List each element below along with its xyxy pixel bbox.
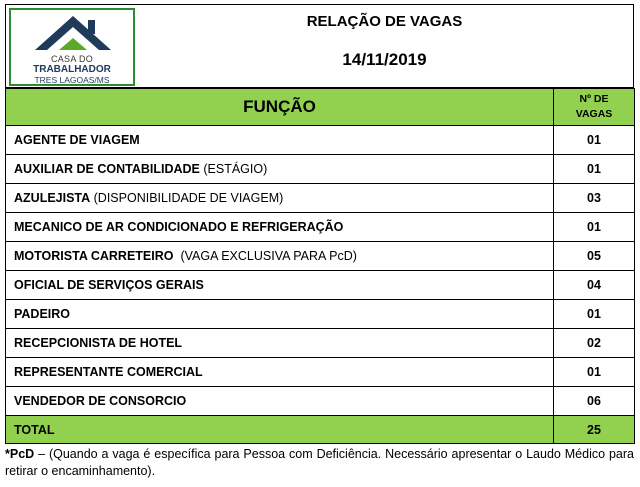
table-row <box>6 271 635 300</box>
job-function-name: OFICIAL DE SERVIÇOS GERAIS <box>14 278 204 292</box>
vacancy-count: 03 <box>554 184 635 213</box>
job-function-name: MOTORISTA CARRETEIRO <box>14 249 174 263</box>
job-function-cell <box>6 213 554 242</box>
vacancy-count: 01 <box>554 358 635 387</box>
job-function-note: (ESTÁGIO) <box>199 162 268 176</box>
vacancy-count: 06 <box>554 387 635 416</box>
total-label: TOTAL <box>6 416 554 444</box>
job-function-cell <box>6 329 554 358</box>
job-function-name: AGENTE DE VIAGEM <box>14 133 140 147</box>
vacancies-table <box>5 88 635 444</box>
footnote-marker: *PcD <box>5 447 35 461</box>
header-block <box>5 4 634 88</box>
table-row <box>6 300 635 329</box>
job-function-name: AUXILIAR DE CONTABILIDADE <box>14 162 200 176</box>
list-date: 14/11/2019 <box>342 50 427 69</box>
casa-do-trabalhador-logo <box>9 8 135 86</box>
vacancy-count: 02 <box>554 329 635 358</box>
table-row <box>6 387 635 416</box>
vacancy-count: 04 <box>554 271 635 300</box>
vacancy-count: 01 <box>554 213 635 242</box>
job-function-name: RECEPCIONISTA DE HOTEL <box>14 336 183 350</box>
table-row <box>6 242 635 271</box>
vacancy-count: 01 <box>554 126 635 155</box>
job-function-cell <box>6 126 554 155</box>
table-row <box>6 155 635 184</box>
table-row <box>6 358 635 387</box>
logo-line-3: TRES LAGOAS/MS <box>34 75 110 85</box>
job-function-cell <box>6 358 554 387</box>
table-row <box>6 126 635 155</box>
job-function-cell <box>6 155 554 184</box>
table-header-row <box>6 89 635 126</box>
footnote-text: – (Quando a vaga é específica para Pessoa com Deficiência. Necessário apresentar o Laudo Médico para retirar o encaminhamento). <box>5 447 634 478</box>
job-function-cell <box>6 271 554 300</box>
vacancies-header-line-1: Nº DE <box>579 93 609 105</box>
job-function-note: (DISPONIBILIDADE DE VIAGEM) <box>90 191 284 205</box>
vacancies-column-header <box>554 89 635 126</box>
job-function-name: VENDEDOR DE CONSORCIO <box>14 394 187 408</box>
logo-line-1: CASA DO <box>50 54 94 64</box>
vacancy-count: 01 <box>554 300 635 329</box>
house-roof-icon <box>33 14 113 54</box>
page-title: RELAÇÃO DE VAGAS <box>306 13 463 30</box>
job-function-cell <box>6 387 554 416</box>
pcd-footnote <box>5 446 634 480</box>
job-function-name: MECANICO DE AR CONDICIONADO E REFRIGERAÇÃO <box>14 220 344 234</box>
function-column-header: FUNÇÃO <box>6 89 554 126</box>
job-function-note: (VAGA EXCLUSIVA PARA PcD) <box>173 249 357 263</box>
vacancy-count: 01 <box>554 155 635 184</box>
total-row <box>6 416 635 444</box>
job-list-sheet <box>5 4 634 480</box>
logo-line-2: TRABALHADOR <box>33 64 111 75</box>
table-row <box>6 213 635 242</box>
total-value: 25 <box>554 416 635 444</box>
job-function-cell <box>6 300 554 329</box>
table-row <box>6 184 635 213</box>
table-row <box>6 329 635 358</box>
job-function-cell <box>6 184 554 213</box>
job-function-name: AZULEJISTA <box>14 191 91 205</box>
vacancies-header-line-2: VAGAS <box>575 108 613 120</box>
job-function-name: PADEIRO <box>14 307 71 321</box>
job-function-cell <box>6 242 554 271</box>
vacancy-count: 05 <box>554 242 635 271</box>
job-function-name: REPRESENTANTE COMERCIAL <box>14 365 203 379</box>
